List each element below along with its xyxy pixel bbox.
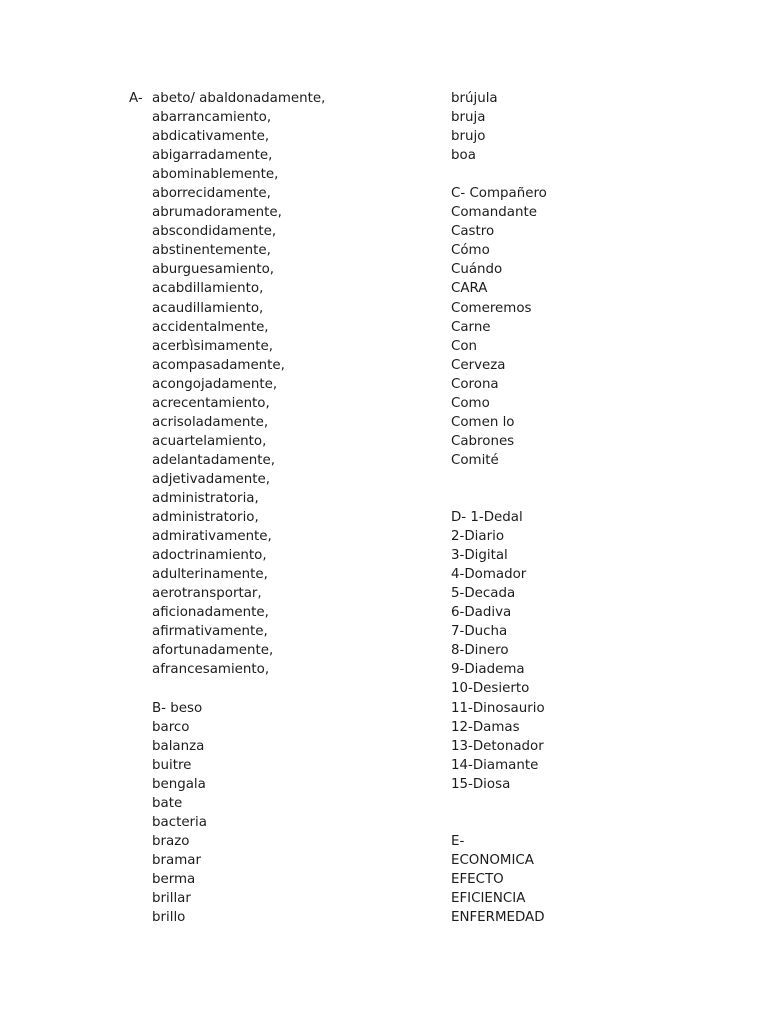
list-item: aerotransportar, [152, 586, 262, 602]
list-item: accidentalmente, [152, 319, 269, 335]
list-item: afrancesamiento, [152, 662, 270, 678]
list-item: 8-Dinero [451, 643, 509, 659]
list-item: 4-Domador [451, 567, 527, 583]
list-item: 6-Dadiva [451, 605, 512, 621]
list-item: administratorio, [152, 510, 259, 526]
section-b-list [152, 699, 442, 928]
list-item: 9-Diadema [451, 662, 525, 678]
list-item: Comeremos [451, 300, 532, 316]
list-item: acuartelamiento, [152, 433, 267, 449]
list-item: brujo [451, 129, 486, 145]
list-item: bate [152, 795, 183, 811]
list-item: aficionadamente, [152, 605, 269, 621]
list-item: 10-Desierto [451, 681, 530, 697]
list-item: Comandante [451, 205, 537, 221]
section-e-list [451, 832, 751, 927]
list-item: Cómo [451, 243, 490, 259]
list-item: berma [152, 871, 196, 887]
list-item: bruja [451, 110, 486, 126]
list-item: Como [451, 395, 490, 411]
list-item: acompasadamente, [152, 357, 285, 373]
list-item: admirativamente, [152, 529, 272, 545]
section-c-list [451, 184, 751, 470]
list-item: Comen lo [451, 414, 515, 430]
list-item: brillo [152, 910, 186, 926]
list-item: afortunadamente, [152, 643, 274, 659]
list-item: brillar [152, 890, 191, 906]
blank-line [451, 794, 751, 813]
blank-line [451, 489, 751, 508]
list-item: 14-Diamante [451, 757, 539, 773]
list-item: EFECTO [451, 871, 504, 887]
list-item: acongojadamente, [152, 376, 278, 392]
list-item: B- beso [152, 700, 203, 716]
list-item: bacteria [152, 814, 207, 830]
list-item: Con [451, 338, 478, 354]
list-item: 2-Diario [451, 529, 505, 545]
list-item: abominablemente, [152, 167, 279, 183]
list-item: abstinentemente, [152, 243, 271, 259]
list-item: ENFERMEDAD [451, 910, 545, 926]
list-item: acrecentamiento, [152, 395, 270, 411]
section-a-list [152, 89, 442, 679]
list-item: Cabrones [451, 433, 515, 449]
list-item: boa [451, 148, 476, 164]
list-item: C- Compañero [451, 186, 547, 202]
list-item: 12-Damas [451, 719, 520, 735]
list-item: Castro [451, 224, 495, 240]
list-item: abarrancamiento, [152, 110, 272, 126]
list-item: Comité [451, 452, 499, 468]
list-item: administratoria, [152, 490, 259, 506]
list-item: bramar [152, 852, 201, 868]
list-item: E- [451, 833, 465, 849]
list-item: Cuándo [451, 262, 503, 278]
list-item: acerbìsimamente, [152, 338, 273, 354]
list-item: balanza [152, 738, 205, 754]
list-item: Carne [451, 319, 491, 335]
list-item: 13-Detonador [451, 738, 544, 754]
section-b-continued-list [451, 89, 751, 165]
list-item: D- 1-Dedal [451, 510, 523, 526]
blank-line [152, 679, 442, 698]
list-item: adjetivadamente, [152, 471, 270, 487]
list-item: 3-Digital [451, 548, 508, 564]
list-item: abrumadoramente, [152, 205, 282, 221]
blank-line [451, 470, 751, 489]
list-item: adelantadamente, [152, 452, 276, 468]
list-item: 11-Dinosaurio [451, 700, 545, 716]
section-a-marker: A- [129, 91, 143, 106]
right-column [451, 89, 751, 927]
list-item: abeto/ abaldonadamente, [152, 91, 326, 106]
list-item: Cerveza [451, 357, 506, 373]
list-item: afirmativamente, [152, 624, 268, 640]
list-item: bengala [152, 776, 206, 792]
list-item: buitre [152, 757, 192, 773]
list-item: 7-Ducha [451, 624, 508, 640]
list-item: abigarradamente, [152, 148, 273, 164]
list-item: brazo [152, 833, 190, 849]
list-item: 5-Decada [451, 586, 516, 602]
section-d-list [451, 508, 751, 794]
list-item: 15-Diosa [451, 776, 511, 792]
list-item: Corona [451, 376, 499, 392]
list-item: aborrecidamente, [152, 186, 271, 202]
list-item: acaudillamiento, [152, 300, 264, 316]
list-item: ECONOMICA [451, 852, 534, 868]
list-item: adulterinamente, [152, 567, 268, 583]
list-item: abdicativamente, [152, 129, 270, 145]
list-item: CARA [451, 281, 488, 297]
list-item: abscondidamente, [152, 224, 277, 240]
list-item: EFICIENCIA [451, 890, 526, 906]
blank-line [451, 165, 751, 184]
list-item: brújula [451, 91, 498, 106]
list-item: acrisoladamente, [152, 414, 269, 430]
list-item: barco [152, 719, 190, 735]
list-item: acabdillamiento, [152, 281, 264, 297]
left-column [152, 89, 442, 927]
list-item: aburguesamiento, [152, 262, 275, 278]
blank-line [451, 813, 751, 832]
list-item: adoctrinamiento, [152, 548, 267, 564]
